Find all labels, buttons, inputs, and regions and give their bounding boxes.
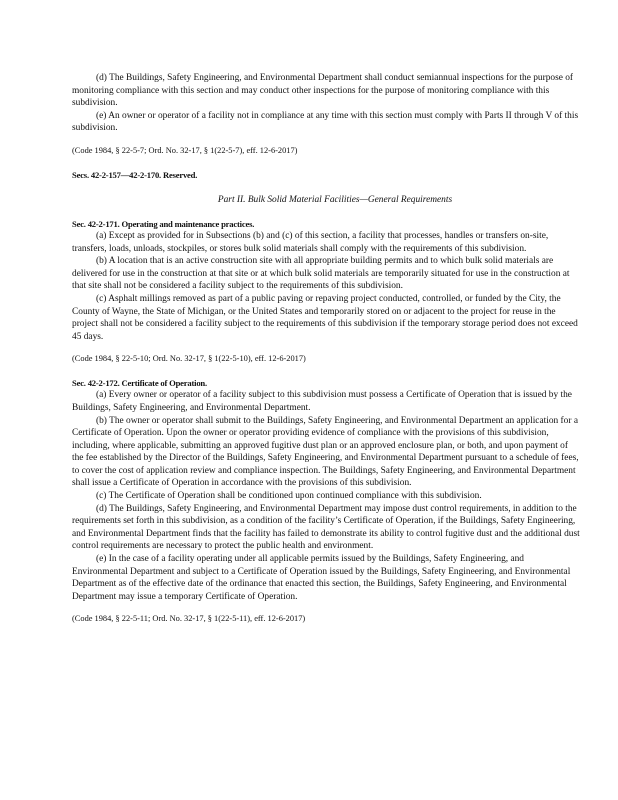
reserved-heading	[72, 170, 580, 181]
section-172-heading	[72, 378, 580, 389]
section-172-b: (b) The owner or operator shall submit to the Buildings, Safety Engineering, and Environmental Department an application for a Certificate of Operation. Upon the owner or operator providing evidence of compliance with the provisions of this subdivision, including, where applicable, submitting an approved fugitive dust plan or an approved enclosure plan, or both, and upon payment of the fee established by the Director of the Buildings, Safety Engineering, and Environmental Department pursuant to a schedule of fees, to cover the cost of application review and compliance inspection. The Buildings, Safety Engineering, and Environmental Department shall issue a Certificate of Operation in accordance with the provisions of this subdivision.	[72, 415, 579, 489]
paragraph-e: (e) An owner or operator of a facility not in compliance at any time with this section must comply with Parts II through V of this subdivision.	[72, 110, 579, 134]
reserved-heading-text: Secs. 42-2-157—42-2-170. Reserved.	[72, 169, 198, 180]
paragraph-d: (d) The Buildings, Safety Engineering, and Environmental Department shall conduct semiannual inspections for the purpose of monitoring compliance with this section and may conduct other inspections for the purpose of monitoring compliance with this subdivision.	[72, 73, 574, 109]
section-172-e: (e) In the case of a facility operating under all applicable permits issued by the Buildings, Safety Engineering, and Environmental Department and subject to a Certificate of Operation issued by the Buildings, Safety Engineering, and Environmental Department as of the effective date of the ordinance that enacted this section, the Buildings, Safety Engineering, and Environmental Department may issue a temporary Certificate of Operation.	[72, 554, 571, 602]
section-172-c: (c) The Certificate of Operation shall be conditioned upon continued compliance with this subdivision.	[96, 491, 482, 502]
history-note-22-5-10: (Code 1984, § 22-5-10; Ord. No. 32-17, § 1(22-5-10), eff. 12-6-2017)	[72, 354, 306, 364]
section-171-heading	[72, 219, 580, 230]
section-171-b: (b) A location that is an active construction site with all appropriate building permits and to which bulk solid materials are delivered for use in the construction at that site or at which bulk solid materials are temporarily situated for use in the construction at that site shall not be considered a facility subject to the requirements of this subdivision.	[72, 256, 570, 292]
section-171-a: (a) Except as provided for in Subsections (b) and (c) of this section, a facility that processes, handles or transfers on-site, transfers, loads, unloads, stockpiles, or stores bulk solid materials shall comply with the requirements of this subdivision.	[72, 230, 549, 254]
document-page	[72, 72, 580, 624]
section-171-heading-text: Sec. 42-2-171. Operating and maintenance practices.	[72, 218, 255, 229]
section-172-heading-text: Sec. 42-2-172. Certificate of Operation.	[72, 378, 207, 389]
section-171-c: (c) Asphalt millings removed as part of a public paving or repaving project conducted, controlled, or funded by the City, the County of Wayne, the State of Michigan, or the United States and temporarily stored on or adjacent to the project for reuse in the project shall not be considered a facility subject to the requirements of this subdivision if the temporary storage period does not exceed 45 days.	[72, 293, 578, 342]
history-note-22-5-11: (Code 1984, § 22-5-11; Ord. No. 32-17, § 1(22-5-11), eff. 12-6-2017)	[72, 614, 306, 624]
section-172-a: (a) Every owner or operator of a facility subject to this subdivision must possess a Certificate of Operation that is issued by the Buildings, Safety Engineering, and Environmental Department.	[72, 390, 572, 413]
history-note-22-5-7: (Code 1984, § 22-5-7; Ord. No. 32-17, § 1(22-5-7), eff. 12-6-2017)	[72, 145, 298, 155]
part-ii-title: Part II. Bulk Solid Material Facilities—General Requirements	[217, 194, 453, 205]
section-172-d: (d) The Buildings, Safety Engineering, and Environmental Department may impose dust control requirements, in addition to the requirements set forth in this subdivision, as a condition of the facility’s Certificate of Operation, if the Buildings, Safety Engineering, and Environmental Department finds that the facility has failed to demonstrate its ability to control fugitive dust and the additional dust control requirements are necessary to protect the public health and environment.	[72, 503, 580, 552]
